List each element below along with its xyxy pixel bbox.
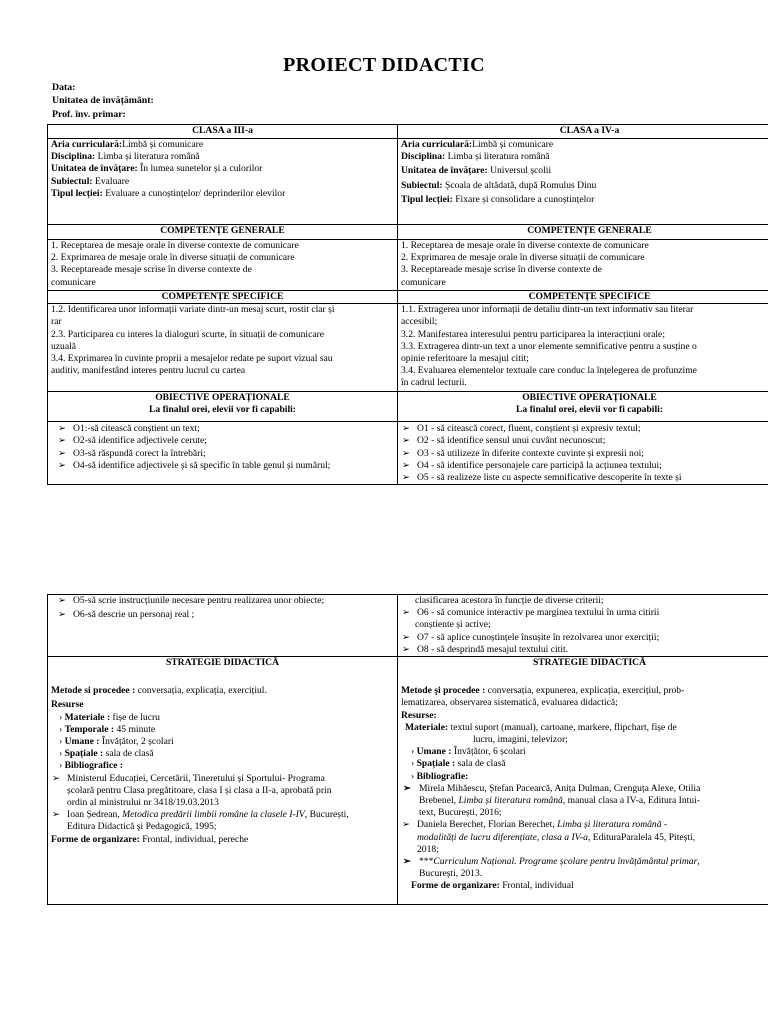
list-item: ➢ O5-să scrie instrucțiunile necesare pentru realizarea unor obiecte; (58, 595, 325, 606)
bibliography-item: ➢ Mirela Mihăescu, Ștefan Pacearcă, Anița Dulman, Crenguța Alexe, Otilia Brebenel, Limba și literatura română, manual clasa a IV-a, Editura Intui- text, București, 2016; (403, 782, 701, 819)
document-meta (52, 81, 154, 121)
date-label: Data: (52, 82, 76, 93)
bibliography-item: ➢ Ioan Ședrean, Metodica predării limbii române la clasele I-IV, București, Editura Didactică şi Pedagogică, 1995; (52, 809, 349, 833)
arrow-bullet-icon: ➢ (402, 631, 411, 643)
list-item: ➢ O2 - să identifice sensul unui cuvânt necunoscut; (402, 435, 606, 447)
arrow-bullet-icon: ➢ (402, 472, 411, 484)
class-4-info: Aria curriculară:Limbă și comunicare Disciplina: Limba și literatura română Unitatea de învățare: Universul școlii Subiectul: Școala de altădată, după Romulus Dinu Tipul lecției: Fixare și consolidare a cunoștințelor (398, 139, 768, 225)
specific-competences-list: 1.2. Identificarea unor informații variate dintr-un mesaj scurt, rostit clar și rar 2.3. Participarea cu interes la dialoguri scurte, în situații de comunicare uzuală 3.4. Exprimarea în cuvinte proprii a mesajelor redate pe suport vizual sau auditiv, manifestând interes pentru lucrul cu cartea (48, 304, 398, 392)
operational-objectives-list (48, 422, 398, 485)
arrow-bullet-icon: ➢ (402, 435, 411, 447)
teaching-strategy-class-4: STRATEGIE DIDACTICĂ Metode şi procedee : conversația, expunerea, explicația, exercițiul, prob- lematizarea, observarea sistematică, evaluarea didactică; Resurse: Materiale: textul suport (manual), cartoane, markere, flipchart, fișe de lucru, imagini, televizor; › Umane : Învățător, 6 școlari › Spațiale : sala de clasă › Bibliografie: ➢ Mirela Mihăescu, Ștefan Pacearcă, Anița Dulman, Crenguța Alexe, Otilia Brebenel, Limba și literatura română, manual clasa a IV-a, Editura Intui- text, București, 2016; ➢ Daniela Berechet, Florian Berechet, Limba și literatura română - modalități de lucru diferențiate, clasa a IV-a, EdituraParalela 45, Pitești, 2018; ➢ ***Curriculum Național. Programe școlare pentru învățământul primar, București, 2013. Forme de organizare: Frontal, individual (398, 657, 768, 905)
list-item: ➢ O4 - să identifice personajele care participă la acțiunea textului; (402, 459, 662, 471)
page-title: PROIECT DIDACTIC (283, 54, 485, 76)
lesson-table-part-2 (47, 594, 768, 905)
operational-objectives-list-continued: clasificarea acestora în funcție de diverse criterii; ➢ O6 - să comunice interactiv pe marginea textului în urma citirii conștiente și active; ➢ O7 - să aplice cunoștințele însușite în rezolvarea unor exerciții; ➢ O8 - să desprindă mesajul textului citit. (398, 595, 768, 657)
list-item: ➢ O5 - să realizeze liste cu aspecte semnificative descoperite în texte și (402, 472, 682, 484)
general-competences-header: COMPETENȚE GENERALE (398, 225, 768, 240)
list-item: ➢ O6 - să comunice interactiv pe marginea textului în urma citirii (402, 607, 660, 619)
teaching-strategy-header: STRATEGIE DIDACTICĂ (165, 657, 280, 669)
operational-objectives-header: OBIECTIVE OPERAȚIONALE La finalul orei, elevii vor fi capabili: (48, 392, 398, 422)
list-item: ➢ O2-să identifice adjectivele cerute; (58, 435, 207, 447)
arrow-bullet-icon: ➢ (58, 595, 67, 606)
school-label: Unitatea de învățământ: (52, 95, 154, 107)
arrow-bullet-icon: ➢ (402, 607, 411, 619)
general-competences-list: 1. Receptarea de mesaje orale în diverse contexte de comunicare 2. Exprimarea de mesaje orale în diverse situații de comunicare 3. Receptareade mesaje scrise în diverse contexte de comunicare (48, 240, 398, 291)
teacher-label: Prof. înv. primar: (52, 108, 126, 120)
list-item: ➢ O7 - să aplice cunoștințele însușite în rezolvarea unor exerciții; (402, 631, 660, 643)
arrow-bullet-icon: ➢ (403, 856, 412, 868)
operational-objectives-header: OBIECTIVE OPERAȚIONALE La finalul orei, elevii vor fi capabili: (398, 392, 768, 422)
class-4-header: CLASA a IV-a (398, 125, 768, 139)
list-item: ➢ O4-să identifice adjectivele și să specific în table genul și numărul; (58, 459, 331, 471)
specific-competences-list: 1.1. Extragerea unor informații de detaliu dintr-un text informativ sau literar accesibil; 3.2. Manifestarea interesului pentru participarea la interacțiuni orale; 3.3. Extragerea dintr-un text a unor elemente semnificative pentru a susține o opinie referitoare la mesajul citit; 3.4. Evaluarea elementelor textuale care conduc la înțelegerea de profunzime în cadrul lecturii. (398, 304, 768, 392)
teaching-strategy-class-3: STRATEGIE DIDACTICĂ Metode si procedee : conversația, explicația, exercițiul. Resurse › Materiale : fișe de lucru › Temporale : 45 minute › Umane : Învățător, 2 școlari › Spațiale : sala de clasă › Bibliografice : ➢ Ministerul Educației, Cercetării, Tineretului și Sportului- Programa școlară pentru Clasa pregătitoare, clasa I și clasa a II-a, aprobată prin ordin al ministrului nr 3418/19.03.2013 ➢ Ioan Ședrean, Metodica predării limbii române la clasele I-IV, București, Editura Didactică şi Pedagogică, 1995; Forme de organizare: Frontal, individual, pereche (48, 657, 398, 905)
list-item: ➢ O8 - să desprindă mesajul textului citit. (402, 643, 569, 655)
arrow-bullet-icon: ➢ (403, 782, 412, 794)
list-item: ➢ O3-să răspundă corect la întrebări; (58, 447, 206, 459)
specific-competences-header: COMPETENȚE SPECIFICE (398, 291, 768, 304)
specific-competences-header: COMPETENȚE SPECIFICE (48, 291, 398, 304)
list-item: ➢ O1:-să citească conștient un text; (58, 423, 200, 435)
arrow-bullet-icon: ➢ (52, 772, 61, 784)
arrow-bullet-icon: ➢ (402, 423, 411, 435)
arrow-bullet-icon: ➢ (52, 809, 61, 821)
operational-objectives-list (398, 422, 768, 485)
lesson-table-part-1 (47, 124, 768, 485)
teaching-strategy-header: STRATEGIE DIDACTICĂ (532, 657, 647, 669)
arrow-bullet-icon: ➢ (58, 609, 67, 621)
bibliography-item: ➢ Daniela Berechet, Florian Berechet, Limba și literatura română - modalități de lucru diferențiate, clasa a IV-a, EdituraParalela 45, Pitești, 2018; (402, 819, 696, 855)
list-item: ➢ O3 - să utilizeze în diferite contexte cuvinte și expresii noi; (402, 447, 644, 459)
arrow-bullet-icon: ➢ (402, 459, 411, 471)
arrow-bullet-icon: ➢ (402, 643, 411, 655)
arrow-bullet-icon: ➢ (58, 423, 67, 435)
arrow-bullet-icon: ➢ (58, 459, 67, 471)
bibliography-item: ➢ Ministerul Educației, Cercetării, Tineretului și Sportului- Programa școlară pentru Clasa pregătitoare, clasa I și clasa a II-a, aprobată prin ordin al ministrului nr 3418/19.03.2013 (52, 772, 332, 809)
arrow-bullet-icon: ➢ (402, 819, 411, 831)
arrow-bullet-icon: ➢ (58, 435, 67, 447)
operational-objectives-list-continued (48, 595, 398, 657)
list-item: ➢ O1 - să citească corect, fluent, conștient și expresiv textul; (402, 423, 641, 435)
list-item: ➢ O6-să descrie un personaj real ; (58, 609, 195, 621)
general-competences-list: 1. Receptarea de mesaje orale în diverse contexte de comunicare 2. Exprimarea de mesaje orale în diverse situații de comunicare 3. Receptareade mesaje scrise în diverse contexte de comunicare (398, 240, 768, 291)
bibliography-item: ➢ ***Curriculum Național. Programe școlare pentru învățământul primar, București, 2013. (403, 856, 700, 880)
arrow-bullet-icon: ➢ (58, 447, 67, 459)
class-3-info: Aria curriculară:Limbă și comunicare Disciplina: Limba și literatura română Unitatea de învățare: În lumea sunetelor și a culorilor Subiectul: Evaluare Tipul lecției: Evaluare a cunoștințelor/ deprinderilor elevilor (48, 139, 398, 225)
general-competences-header: COMPETENȚE GENERALE (48, 225, 398, 240)
arrow-bullet-icon: ➢ (402, 447, 411, 459)
class-3-header: CLASA a III-a (48, 125, 398, 139)
